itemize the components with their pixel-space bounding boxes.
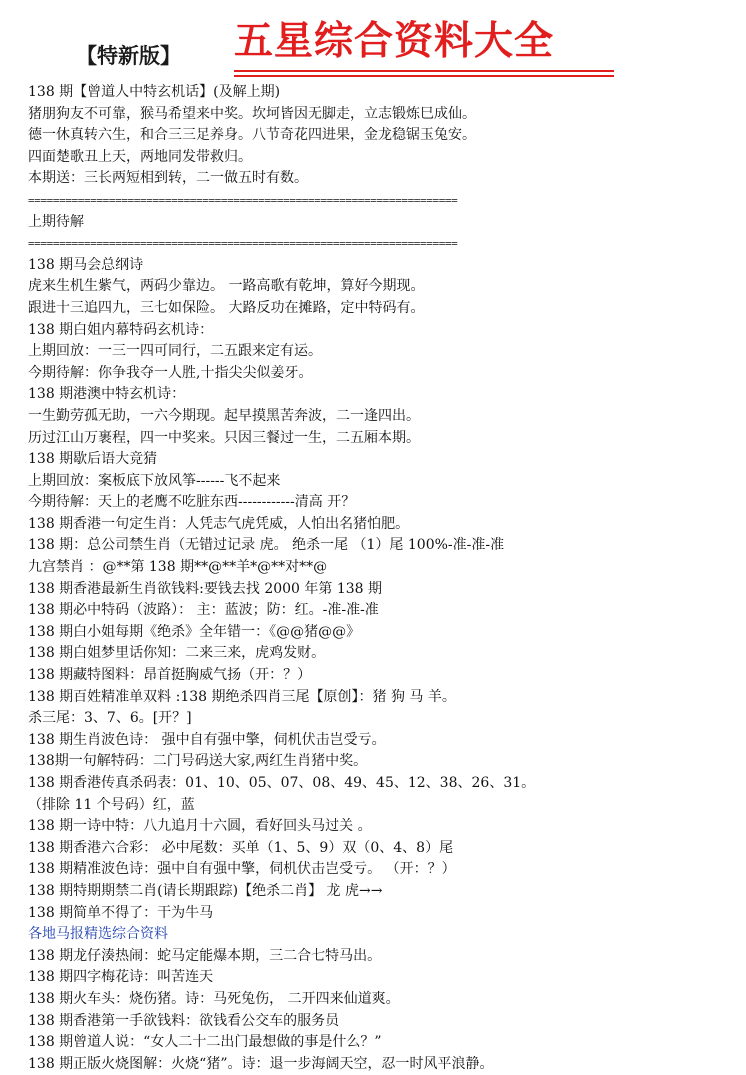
text-line: 138 期香港第一手欲钱料：欲钱看公交车的服务员 [28,1012,340,1029]
text-line: 跟进十三追四九，三七如保险。 大路反功在摊路，定中特码有。 [28,299,425,316]
text-line: 138 期白姐内幕特码玄机诗： [28,321,214,338]
text-line: 138 期港澳中特玄机诗： [28,386,186,403]
text-line: 138 期正版火烧图解：火烧“猪”。诗：退一步海阔天空，忍一时风平浪静。 [28,1055,494,1072]
text-line: 本期送：三长两短相到转，二一做五时有数。 [28,170,308,187]
header [0,0,746,80]
text-line: （排除 11 个号码）红，蓝 [28,796,195,813]
text-line: 138期一句解特码：二门号码送大家,两红生肖猪中奖。 [28,753,368,770]
separator-line: ===================================================================== [28,193,458,207]
text-line: 138 期曾道人说：“女人二十二出门最想做的事是什么？” [28,1034,382,1051]
text-line: 猪朋狗友不可靠，猴马希望来中奖。坎坷皆因无脚走，立志锻炼巳成仙。 [28,105,476,122]
text-line: 德一休真转六生，和合三三足养身。八节奇花四进果，金龙稳锯玉兔安。 [28,127,476,144]
text-line: 九宫禁肖 ：@**第 138 期**@**羊*@**对**@ [28,559,328,576]
text-line: 138 期龙仔湊热闹：蛇马定能爆本期，三二合七特马出。 [28,947,382,964]
edition-label: 【特新版】 [76,44,181,68]
text-line: 一生勤劳孤无助，一六今期现。起早摸黑苦奔波，二一逢四出。 [28,407,420,424]
text-line: 138 期马会总纲诗 [28,256,144,273]
text-line: 138 期【曾道人中特玄机话】(及解上期) [28,84,281,100]
text-line: 138 期精准波色诗：强中自有强中擎，伺机伏击岂受亏。 （开：？） [28,861,456,878]
page-title: 五星综合资料大全 [234,19,555,64]
text-line: 138 期藏特图料：昂首挺胸威气扬（开：？） [28,667,312,684]
text-line: 历过江山万裹程，四一中奖来。只因三餐过一生，二五厢本期。 [28,429,420,446]
text-line: 虎来生机生紫气，两码少靠边。 一路高歌有乾坤，算好今期现。 [28,278,425,295]
title-underline [234,70,614,72]
text-line: 138 期：总公司禁生肖（无错过记录 虎。 绝杀一尾 （1）尾 100%-准-准-准 [28,537,505,554]
text-line: 四面楚歌丑上天，两地同发带救归。 [28,148,252,165]
separator-line: ===================================================================== [28,237,458,251]
title-underline-2 [234,75,614,77]
text-line: 138 期香港传真杀码表：01、10、05、07、08、49、45、12、38、26、31。 [28,775,536,791]
text-line: 138 期火车头：烧伤猪。诗：马死兔伤， 二开四来仙道爽。 [28,990,400,1007]
text-line: 138 期生肖波色诗： 强中自有强中擎，伺机伏击岂受亏。 [28,731,386,748]
text-line: 上期待解 [28,213,84,230]
text-line: 今期待解：天上的老鹰不吃脏东西------------清高 开？ [28,494,356,511]
text-line: 138 期特期期禁二肖(请长期跟踪)【绝杀二肖】 龙 虎→→ [28,882,383,899]
text-line: 138 期白小姐每期《绝杀》全年错一：《@@猪@@》 [28,623,361,640]
text-line: 138 期香港六合彩： 必中尾数：买单（1、5、9）双（0、4、8）尾 [28,839,454,856]
text-line: 上期回放：案板底下放风筝------飞不起来 [28,472,281,489]
text-line: 今期待解：你争我夺一人胜,十指尖尖似姜牙。 [28,364,313,381]
text-line: 138 期百姓精准单双料 :138 期绝杀四肖三尾【原创】：猪 狗 马 羊。 [28,688,456,705]
text-line: 138 期必中特码（波路）： 主：蓝波；防：红。-准-准-准 [28,602,379,619]
text-line: 138 期香港一句定生肖：人凭志气虎凭威，人怕出名猪怕肥。 [28,515,410,532]
text-line: 上期回放：一三一四可同行，二五跟来定有运。 [28,343,322,360]
document-body [28,82,743,1075]
text-line: 138 期四字梅花诗：叫苦连天 [28,969,214,986]
text-line: 138 期歇后语大竞猜 [28,451,158,468]
text-line: 138 期简单不得了：干为牛马 [28,904,214,921]
text-line: 138 期一诗中特：八九追月十六圆，看好回头马过关 。 [28,818,372,835]
text-line: 杀三尾：3、7、6。[开？] [28,710,192,727]
section-heading: 各地马报精选综合资料 [28,926,168,943]
text-line: 138 期香港最新生肖欲钱料:要钱去找 2000 年第 138 期 [28,580,383,597]
text-line: 138 期白姐梦里话你知：二来三来，虎鸡发财。 [28,645,326,662]
